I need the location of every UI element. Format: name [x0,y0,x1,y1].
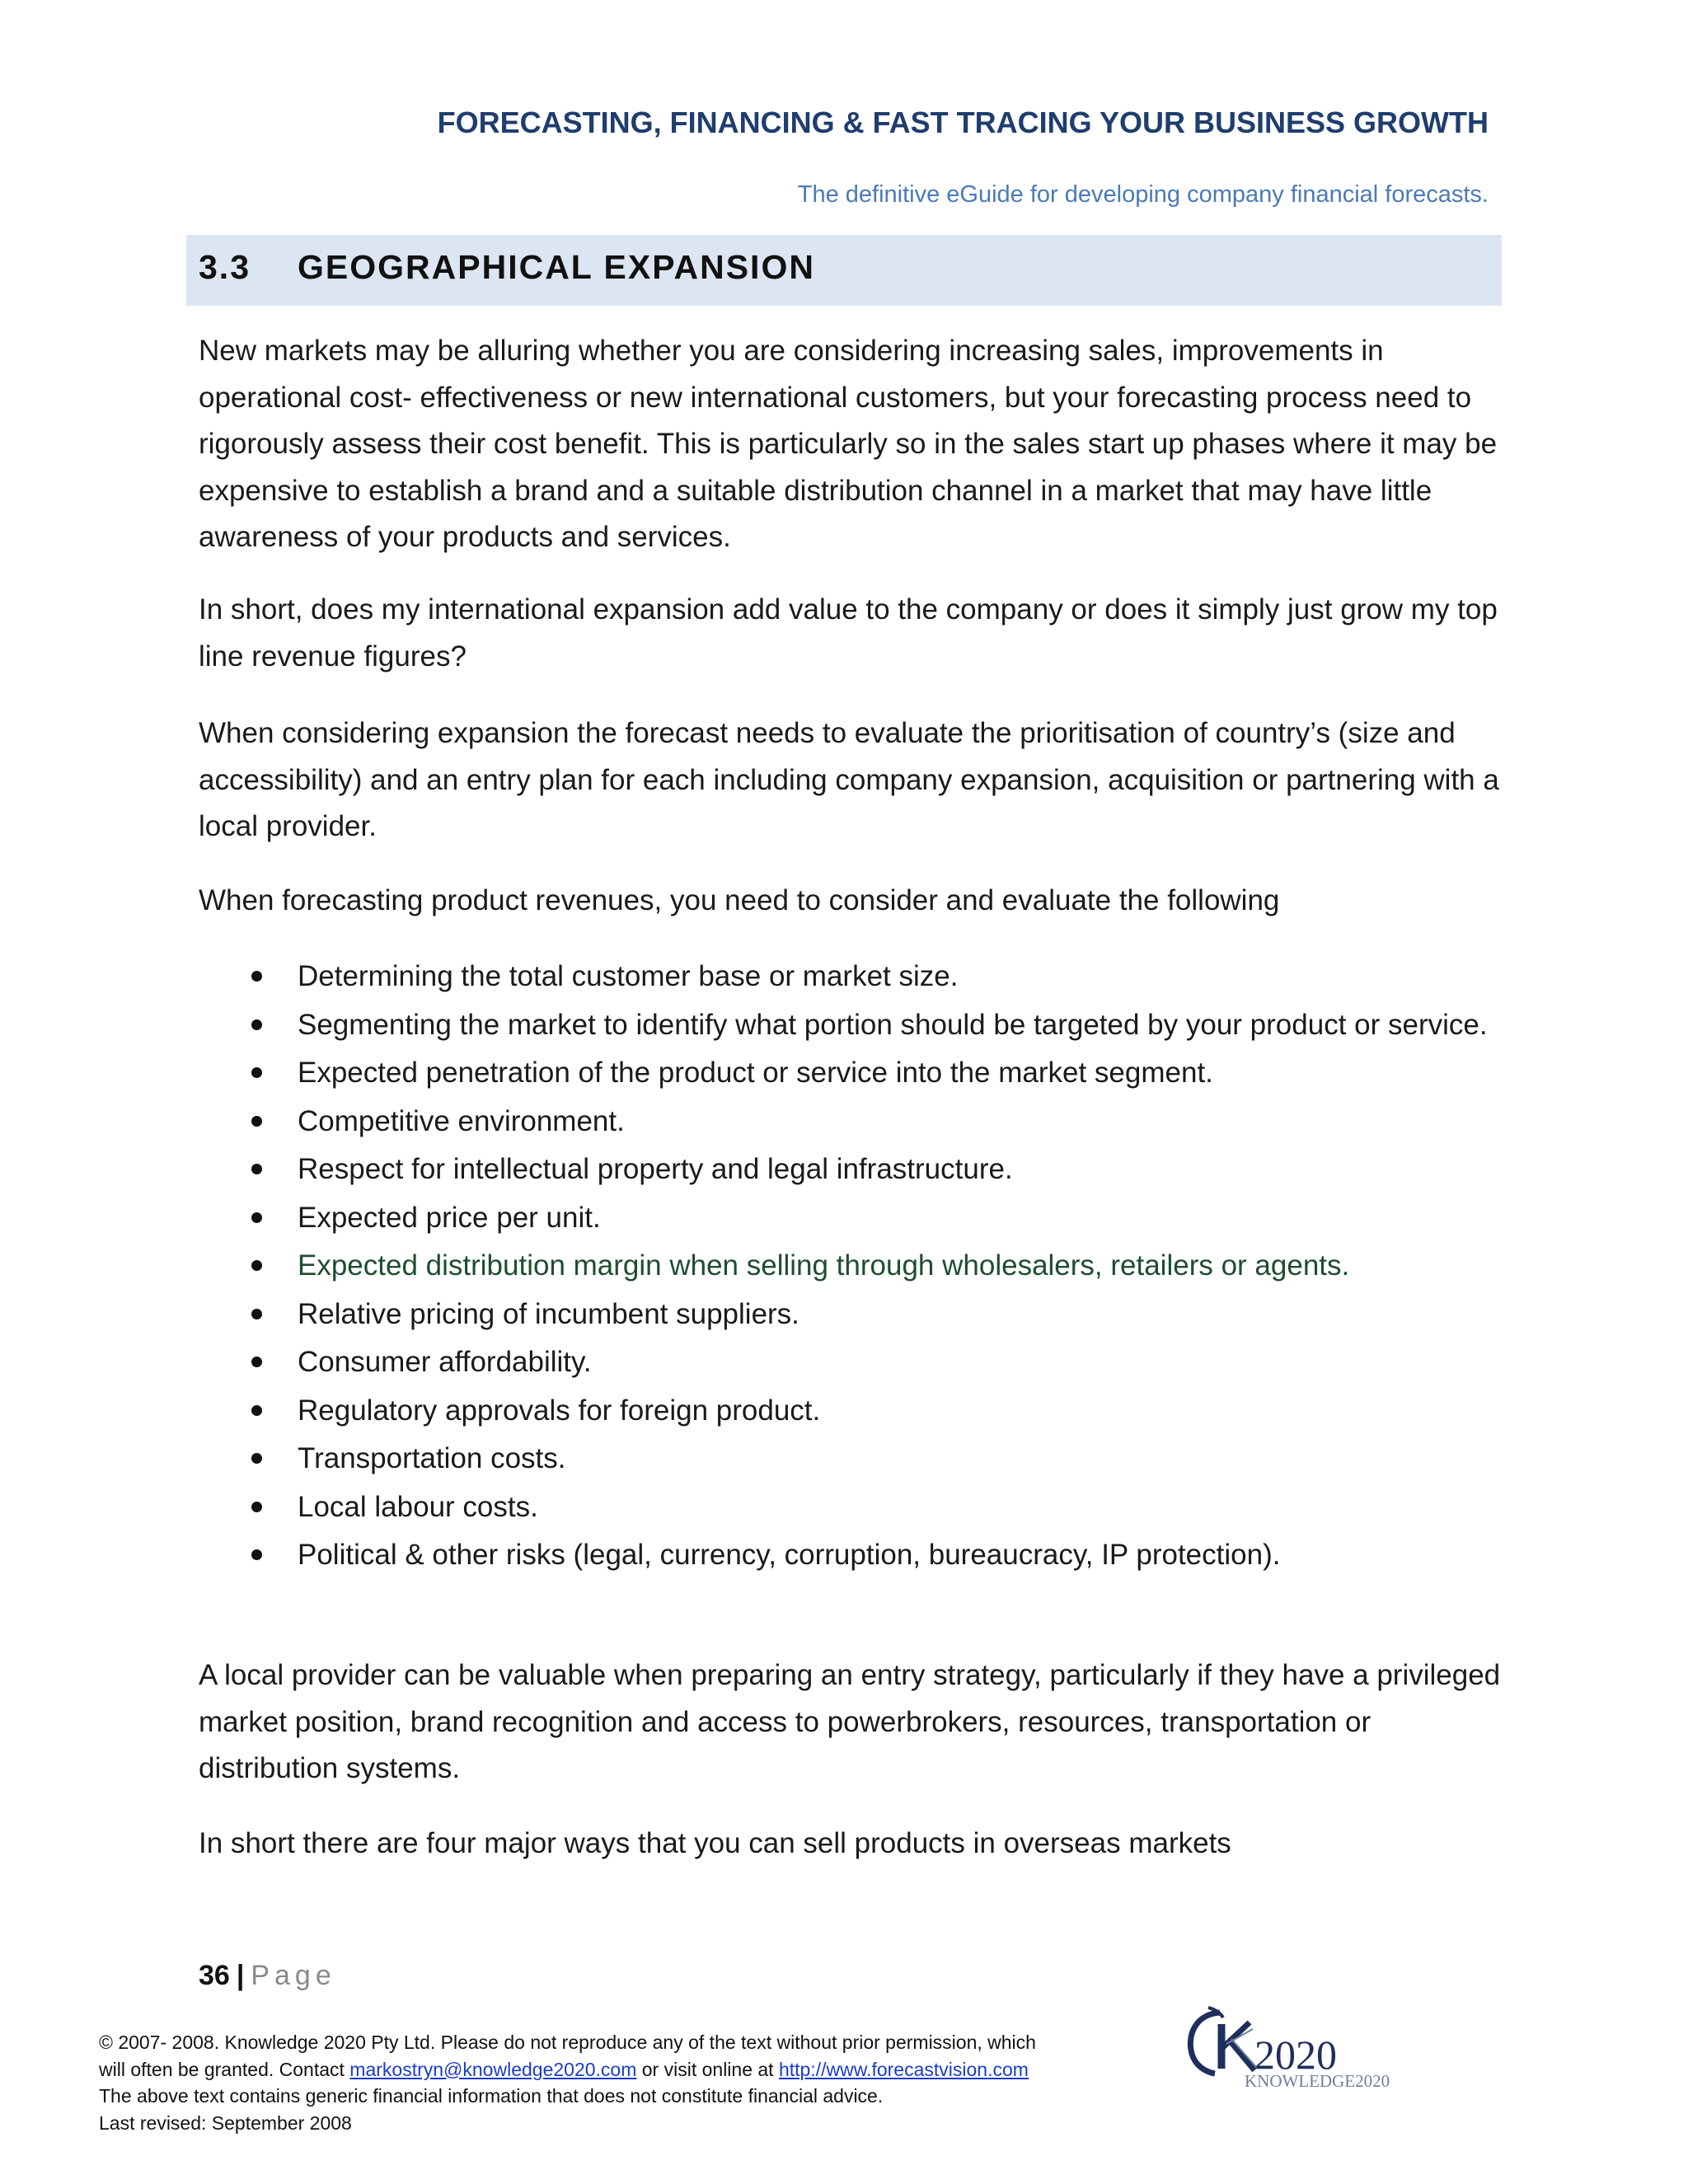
list-item: Competitive environment. [199,1098,1501,1146]
list-item: Expected penetration of the product or service into the market segment. [199,1049,1501,1098]
knowledge2020-logo [1184,2003,1423,2093]
considerations-list [199,953,1501,1580]
bullet-icon [251,1164,262,1174]
list-item: Expected price per unit. [199,1194,1501,1243]
k2020-logo-icon [1184,2003,1423,2093]
page-word: Page [251,1960,336,1991]
list-item: Respect for intellectual property and legal infrastructure. [199,1146,1501,1194]
document-header-subtitle: The definitive eGuide for developing company financial forecasts. [797,181,1489,208]
bullet-icon [251,1212,262,1223]
footer-line-3: The above text contains generic financial information that does not constitute financial advice. [99,2085,884,2107]
list-item: Transportation costs. [199,1435,1501,1483]
bullet-icon [251,1453,262,1464]
bullet-icon [251,1502,262,1512]
paragraph-intro: New markets may be alluring whether you are considering increasing sales, improvements in operational cost- effectiveness or new international customers, but your forecasting process need to rigorously assess their cost benefit. This is particularly so in the sales start up phases where it may be expensive to establish a brand and a suitable distribution channel in a market that may have little awareness of your products and services. [199,335,1498,553]
paragraph-question: In short, does my international expansion add value to the company or does it simply just grow my top line revenue figures? [199,593,1498,673]
list-item: Relative pricing of incumbent suppliers. [199,1291,1501,1339]
footer-line-2: will often be granted. Contact markostryn@knowledge2020.com or visit online at http://www.forecastvision.com [99,2058,1029,2080]
paragraph-local-provider: A local provider can be valuable when preparing an entry strategy, particularly if they have a privileged market position, brand recognition and access to powerbrokers, resources, transportation or distribution systems. [199,1659,1501,1784]
bullet-icon [251,971,262,982]
paragraph-forecast-intro: When forecasting product revenues, you need to consider and evaluate the following [199,884,1280,916]
section-title: GEOGRAPHICAL EXPANSION [298,248,815,286]
bullet-icon [251,1309,262,1319]
list-item: Local labour costs. [199,1483,1501,1532]
email-link[interactable]: markostryn@knowledge2020.com [349,2058,637,2080]
list-item: Determining the total customer base or market size. [199,953,1501,1001]
page-number-separator: | [236,1960,245,1991]
page-number [199,1960,336,1992]
bullet-icon [251,1019,262,1030]
copyright-footer [99,2029,1170,2136]
list-item: Political & other risks (legal, currency, corruption, bureaucracy, IP protection). [199,1531,1501,1580]
bullet-icon [251,1357,262,1367]
list-item: Consumer affordability. [199,1338,1501,1387]
bullet-icon [251,1549,262,1560]
page-number-value: 36 [199,1960,230,1991]
bullet-icon [251,1260,262,1271]
list-item: Regulatory approvals for foreign product. [199,1387,1501,1436]
bullet-icon [251,1116,262,1127]
list-item: Segmenting the market to identify what portion should be targeted by your product or service. [199,1001,1501,1050]
logo-main-text: 2020 [1254,2032,1337,2078]
footer-line-1: © 2007- 2008. Knowledge 2020 Pty Ltd. Please do not reproduce any of the text without prior permission, which [99,2032,1036,2053]
section-number: 3.3 [199,248,251,286]
footer-line-4: Last revised: September 2008 [99,2111,352,2134]
bullet-icon [251,1067,262,1078]
paragraph-four-ways: In short there are four major ways that you can sell products in overseas markets [199,1827,1231,1859]
website-link[interactable]: http://www.forecastvision.com [778,2058,1029,2080]
paragraph-expansion: When considering expansion the forecast needs to evaluate the prioritisation of country’s (size and accessibility) and an entry plan for each including company expansion, acquisition or partnering with a local provider. [199,717,1499,842]
list-item: Expected distribution margin when selling through wholesalers, retailers or agents. [199,1242,1501,1291]
document-header-title: FORECASTING, FINANCING & FAST TRACING YOUR BUSINESS GROWTH [437,105,1489,139]
bullet-icon [251,1405,262,1416]
logo-sub-text: KNOWLEDGE2020 [1245,2071,1390,2091]
